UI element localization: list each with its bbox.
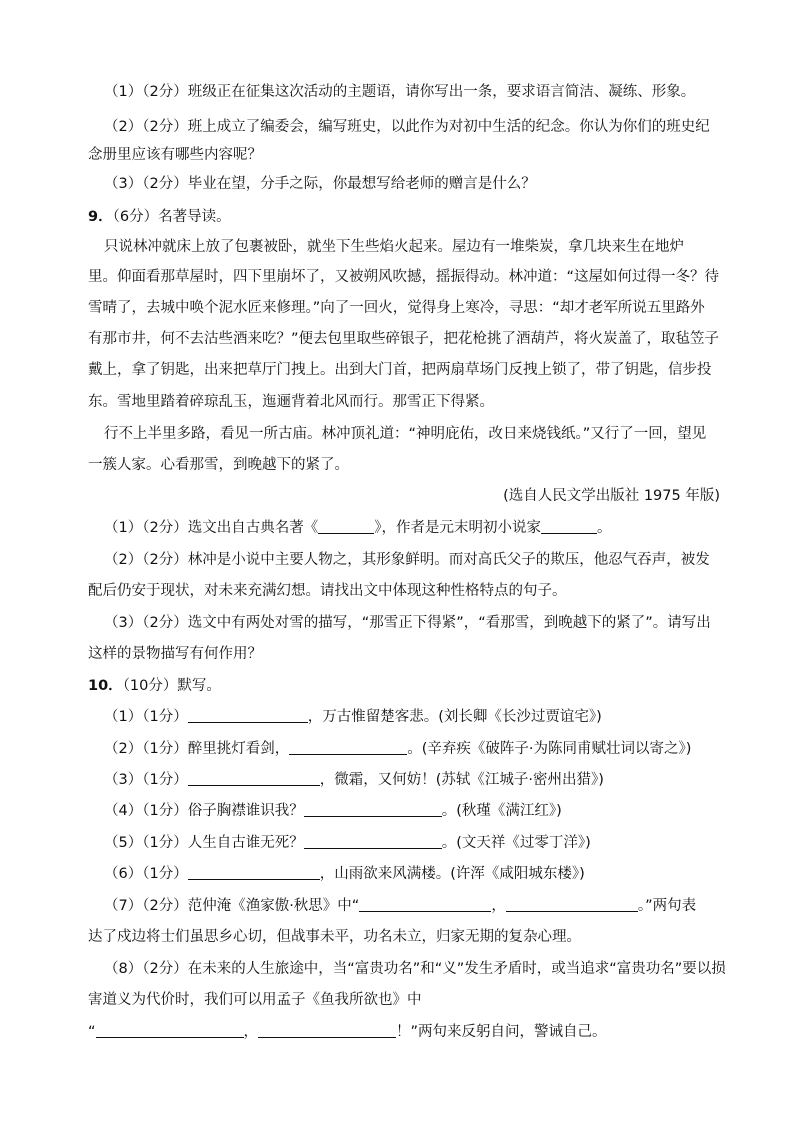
q10-item-text: ，万古惟留楚客悲。(刘长卿《长沙过贾谊宅》) bbox=[307, 709, 602, 725]
q10-item-8-line-1: （8）（2分）在未来的人生旅途中，当“富贵功名”和“义”发生矛盾时，或当追求“富贵功名”要以损 bbox=[104, 961, 726, 977]
answer-blank[interactable] bbox=[304, 834, 442, 849]
answer-blank[interactable] bbox=[304, 802, 442, 817]
q10-item-text: ，山雨欲来风满楼。(许浑《咸阳城东楼》) bbox=[319, 866, 585, 882]
q10-item-text: （2）（1分）醉里挑灯看剑， bbox=[104, 741, 290, 757]
q9-passage-line: 里。仰面看那草屋时，四下里崩坏了，又被朔风吹撼，摇振得动。林冲道：“这屋如何过得一冬？待 bbox=[88, 269, 720, 285]
q10-item-4 bbox=[104, 801, 736, 823]
q10-item-1 bbox=[104, 707, 736, 729]
answer-blank[interactable] bbox=[506, 897, 638, 912]
q10-item-text: ，微霜，又何妨！(苏轼《江城子·密州出猎》) bbox=[319, 772, 604, 788]
q10-heading bbox=[88, 676, 720, 698]
answer-blank[interactable] bbox=[359, 897, 491, 912]
q8-item-1: （1）（2分）班级正在征集这次活动的主题语，请你写出一条，要求语言简洁、凝练、形象。 bbox=[104, 84, 696, 100]
q9-passage-line: 雪晴了，去城中唤个泥水匠来修理。”向了一回火，觉得身上寒冷，寻思：“却才老军所说五里路外 bbox=[88, 300, 705, 316]
q9-passage-line: 只说林冲就床上放了包裹被卧，就坐下生些焰火起来。屋边有一堆柴炭，拿几块来生在地炉 bbox=[104, 239, 684, 255]
q9-passage-line: 行不上半里多路，看见一所古庙。林冲顶礼道：“神明庇佑，改日来烧钱纸。”又行了一回，望见 bbox=[104, 426, 707, 442]
q9-source: (选自人民文学出版社 1975 年版) bbox=[503, 488, 720, 504]
q10-item-5 bbox=[104, 833, 736, 855]
q10-item-text: （6）（1分） bbox=[104, 866, 188, 882]
q10-item-7-line-1 bbox=[104, 896, 736, 918]
q10-item-7-line-2: 达了戍边将士们虽思乡心切，但战事未平，功名未立，归家无期的复杂心理。 bbox=[88, 929, 581, 945]
q8-item-2-line-2: 念册里应该有哪些内容呢？ bbox=[88, 147, 262, 163]
q10-item-text: 。(辛弃疾《破阵子·为陈同甫赋壮词以寄之》) bbox=[407, 741, 692, 757]
q10-item-6 bbox=[104, 864, 736, 886]
q10-item-8-line-3 bbox=[88, 1022, 720, 1044]
answer-blank[interactable] bbox=[289, 740, 407, 755]
q10-title: （10分）默写。 bbox=[122, 678, 221, 694]
q10-item-text: （4）（1分）俗子胸襟谁识我？ bbox=[104, 803, 304, 819]
q9-item-2-line-2: 配后仍安于现状，对未来充满幻想。请找出文中体现这种性格特点的句子。 bbox=[88, 583, 567, 599]
q9-passage-line: 东。雪地里踏着碎琼乱玉，迤逦背着北风而行。那雪正下得紧。 bbox=[88, 394, 494, 410]
answer-blank[interactable] bbox=[188, 865, 320, 880]
q9-passage-line: 有那市井，何不去沽些酒来吃？”便去包里取些碎银子，把花枪挑了酒葫芦，将火炭盖了，取毡笠子 bbox=[88, 331, 720, 347]
q9-item-1 bbox=[104, 518, 736, 540]
answer-blank[interactable] bbox=[188, 771, 320, 786]
answer-blank[interactable] bbox=[318, 519, 374, 534]
q9-item-1-text: 。 bbox=[596, 520, 612, 536]
q9-number: 9． bbox=[88, 209, 113, 225]
answer-blank[interactable] bbox=[258, 1023, 396, 1038]
q10-item-text: 。”两句表 bbox=[637, 898, 697, 914]
q8-item-3: （3）（2分）毕业在望，分手之际，你最想写给老师的赠言是什么？ bbox=[104, 176, 536, 192]
q9-item-3-line-2: 这样的景物描写有何作用？ bbox=[88, 646, 262, 662]
q10-item-text: 。(文天祥《过零丁洋》) bbox=[441, 835, 591, 851]
q10-item-text: 。(秋瑾《满江红》) bbox=[441, 803, 562, 819]
q10-item-text: （7）（2分）范仲淹《渔家傲·秋思》中“ bbox=[104, 898, 360, 914]
q10-item-text: ， bbox=[243, 1024, 259, 1040]
answer-blank[interactable] bbox=[541, 519, 597, 534]
q9-passage-line: 一簇人家。心看那雪，到晚越下的紧了。 bbox=[88, 457, 349, 473]
answer-blank[interactable] bbox=[96, 1023, 244, 1038]
q9-title: （6分）名著导读。 bbox=[112, 209, 231, 225]
q10-item-8-line-2: 害道义为代价时，我们可以用孟子《鱼我所欲也》中 bbox=[88, 992, 422, 1008]
q10-number: 10． bbox=[88, 678, 123, 694]
q10-item-3 bbox=[104, 770, 736, 792]
q10-item-text: ！”两句来反躬自问，警诫自己。 bbox=[396, 1024, 607, 1040]
q8-item-2-line-1: （2）（2分）班上成立了编委会，编写班史，以此作为对初中生活的纪念。你认为你们的班史纪 bbox=[104, 119, 710, 135]
q10-item-text: （1）（1分） bbox=[104, 709, 188, 725]
answer-blank[interactable] bbox=[188, 708, 308, 723]
q10-item-text: （5）（1分）人生自古谁无死？ bbox=[104, 835, 304, 851]
q10-item-text: “ bbox=[88, 1024, 96, 1040]
q9-heading bbox=[88, 207, 720, 229]
q9-item-1-text: 》，作者是元末明初小说家 bbox=[374, 520, 541, 536]
q10-item-2 bbox=[104, 739, 736, 761]
q10-item-text: ， bbox=[491, 898, 506, 914]
q9-item-2-line-1: （2）（2分）林冲是小说中主要人物之，其形象鲜明。而对高氏父子的欺压，他忍气吞声，被发 bbox=[104, 552, 710, 568]
q9-item-3-line-1: （3）（2分）选文中有两处对雪的描写，“那雪正下得紧”，“看那雪，到晚越下的紧了”。请写出 bbox=[104, 615, 711, 631]
q9-item-1-text: （1）（2分）选文出自古典名著《 bbox=[104, 520, 319, 536]
q9-passage-line: 戴上，拿了钥匙，出来把草厅门拽上。出到大门首，把两扇草场门反拽上锁了，带了钥匙，信步投 bbox=[88, 362, 712, 378]
q10-item-text: （3）（1分） bbox=[104, 772, 188, 788]
